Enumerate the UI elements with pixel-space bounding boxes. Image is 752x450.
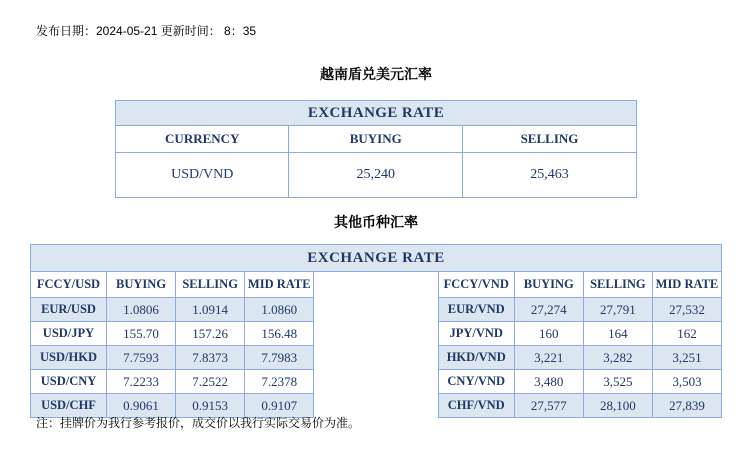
right-selling: 164	[583, 322, 652, 346]
table-gap	[314, 322, 438, 346]
table-gap	[314, 298, 438, 322]
left-pair: EUR/USD	[31, 298, 107, 322]
right-pair: CNY/VND	[438, 370, 514, 394]
right-selling: 3,525	[583, 370, 652, 394]
right-mid: 27,532	[652, 298, 721, 322]
left-mid: 156.48	[245, 322, 314, 346]
right-selling: 28,100	[583, 394, 652, 418]
right-buying: 27,274	[514, 298, 583, 322]
page-title-main: 越南盾兑美元汇率	[320, 66, 432, 82]
right-buying: 160	[514, 322, 583, 346]
left-selling: 7.2522	[176, 370, 245, 394]
table-row	[31, 346, 722, 370]
left-buying: 155.70	[107, 322, 176, 346]
right-col-pair: FCCY/VND	[438, 272, 514, 298]
publish-date-line: 发布日期：2024-05-21 更新时间： 8：35	[36, 24, 257, 38]
left-selling: 0.9153	[176, 394, 245, 418]
left-buying: 0.9061	[107, 394, 176, 418]
left-pair: USD/CNY	[31, 370, 107, 394]
table-gap	[314, 346, 438, 370]
main-row-selling: 25,463	[462, 153, 636, 198]
left-buying: 7.7593	[107, 346, 176, 370]
right-buying: 3,480	[514, 370, 583, 394]
main-col-buying: BUYING	[289, 126, 462, 153]
right-buying: 3,221	[514, 346, 583, 370]
other-currencies-rate-table	[30, 244, 722, 418]
right-selling: 3,282	[583, 346, 652, 370]
left-col-mid: MID RATE	[245, 272, 314, 298]
right-pair: EUR/VND	[438, 298, 514, 322]
table-gap	[314, 370, 438, 394]
main-row-currency: USD/VND	[116, 153, 289, 198]
table-row	[31, 370, 722, 394]
right-pair: CHF/VND	[438, 394, 514, 418]
left-selling: 157.26	[176, 322, 245, 346]
right-pair: JPY/VND	[438, 322, 514, 346]
left-col-pair: FCCY/USD	[31, 272, 107, 298]
right-mid: 162	[652, 322, 721, 346]
page-title-other: 其他币种汇率	[334, 214, 418, 230]
table-row	[31, 322, 722, 346]
left-pair: USD/CHF	[31, 394, 107, 418]
left-selling: 1.0914	[176, 298, 245, 322]
left-pair: USD/HKD	[31, 346, 107, 370]
left-selling: 7.8373	[176, 346, 245, 370]
left-buying: 1.0806	[107, 298, 176, 322]
left-col-selling: SELLING	[176, 272, 245, 298]
main-row-buying: 25,240	[289, 153, 462, 198]
right-mid: 3,503	[652, 370, 721, 394]
other-table-banner: EXCHANGE RATE	[31, 245, 722, 272]
usd-vnd-rate-table	[115, 100, 637, 198]
left-mid: 0.9107	[245, 394, 314, 418]
left-col-buying: BUYING	[107, 272, 176, 298]
right-mid: 27,839	[652, 394, 721, 418]
right-col-buying: BUYING	[514, 272, 583, 298]
main-table-banner: EXCHANGE RATE	[116, 101, 637, 126]
left-buying: 7.2233	[107, 370, 176, 394]
table-row	[116, 153, 637, 198]
right-buying: 27,577	[514, 394, 583, 418]
footnote: 注：挂牌价为我行参考报价，成交价以我行实际交易价为准。	[36, 416, 361, 430]
right-col-selling: SELLING	[583, 272, 652, 298]
right-pair: HKD/VND	[438, 346, 514, 370]
right-col-mid: MID RATE	[652, 272, 721, 298]
left-pair: USD/JPY	[31, 322, 107, 346]
left-mid: 7.2378	[245, 370, 314, 394]
right-selling: 27,791	[583, 298, 652, 322]
left-mid: 1.0860	[245, 298, 314, 322]
table-gap	[314, 272, 438, 298]
left-mid: 7.7983	[245, 346, 314, 370]
main-col-selling: SELLING	[462, 126, 636, 153]
main-col-currency: CURRENCY	[116, 126, 289, 153]
right-mid: 3,251	[652, 346, 721, 370]
table-row	[31, 298, 722, 322]
